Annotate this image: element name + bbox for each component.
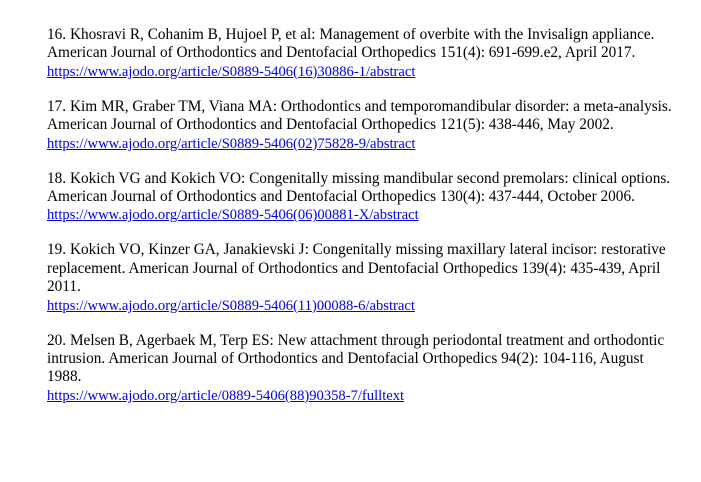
reference-text: 19. Kokich VO, Kinzer GA, Janakievski J: Congenitally missing maxillary lateral incisor: restorative replacement. American Journal of Orthodontics and Dentofacial Orthopedics 139(4): 435-439, April 2011. — [47, 241, 666, 296]
reference-text: 16. Khosravi R, Cohanim B, Hujoel P, et al: Management of overbite with the Invisalign appliance. American Journal of Orthodontics and Dentofacial Orthopedics 151(4): 691-699.e2, April 2017. — [47, 26, 655, 62]
reference-text: 18. Kokich VG and Kokich VO: Congenitally missing mandibular second premolars: clinical options. American Journal of Orthodontics and Dentofacial Orthopedics 130(4): 437-444, October 2006. — [47, 169, 671, 206]
reference-list — [47, 26, 677, 422]
reference-19 — [47, 241, 677, 314]
reference-link[interactable]: https://www.ajodo.org/article/S0889-5406(16)30886-1/abstract — [47, 63, 416, 80]
reference-link[interactable]: https://www.ajodo.org/article/S0889-5406(06)00881-X/abstract — [47, 207, 419, 224]
reference-link[interactable]: https://www.ajodo.org/article/S0889-5406(02)75828-9/abstract — [47, 135, 416, 152]
reference-17 — [47, 98, 677, 153]
reference-16 — [47, 26, 677, 81]
reference-text: 20. Melsen B, Agerbaek M, Terp ES: New attachment through periodontal treatment and orthodontic intrusion. American Journal of Orthodontics and Dentofacial Orthopedics 94(2): 104-116, August 1988. — [47, 331, 665, 386]
reference-link[interactable]: https://www.ajodo.org/article/S0889-5406(11)00088-6/abstract — [47, 297, 415, 314]
reference-text: 17. Kim MR, Graber TM, Viana MA: Orthodontics and temporomandibular disorder: a meta-analysis. American Journal of Orthodontics and Dentofacial Orthopedics 121(5): 438-446, May 2002. — [47, 97, 672, 134]
reference-20 — [47, 332, 677, 405]
reference-link[interactable]: https://www.ajodo.org/article/0889-5406(88)90358-7/fulltext — [47, 387, 405, 404]
reference-18 — [47, 170, 677, 225]
